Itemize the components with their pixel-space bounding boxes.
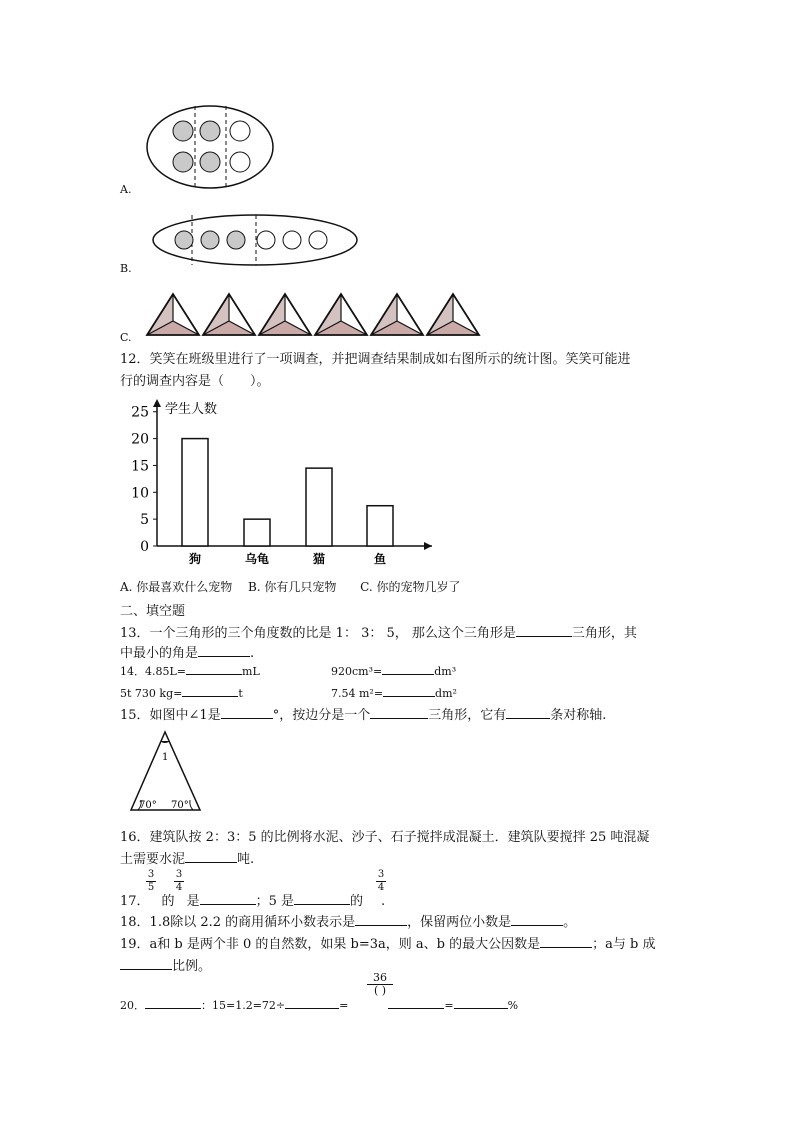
answer-blank[interactable] (454, 996, 508, 1009)
q14-text: 7.54 m²= (331, 687, 384, 700)
shaded-circle (175, 231, 193, 249)
answer-blank[interactable] (511, 913, 563, 926)
category-label: 乌龟 (244, 552, 270, 566)
numerator: 3 (377, 869, 385, 880)
q15-text: 条对称轴. (550, 708, 607, 723)
question-14-row2 (120, 684, 243, 700)
category-label: 鱼 (373, 552, 387, 566)
option-b[interactable]: B. 你有几只宠物 (247, 580, 337, 594)
q18-text: ，保留两位小数是 (407, 915, 512, 930)
option-c-figure (145, 291, 485, 339)
bar (244, 519, 270, 546)
q14-text: 5t 730 kg= (120, 687, 183, 700)
option-a-figure (145, 104, 275, 190)
question-13-line1 (120, 622, 637, 641)
answer-blank[interactable] (355, 913, 407, 926)
q18-text: 。 (563, 915, 577, 930)
question-20 (120, 996, 518, 1013)
right-angle-label: 70° (171, 800, 189, 811)
triangle-shape (259, 294, 311, 335)
q17-text: 17． (120, 894, 150, 909)
empty-circle (230, 152, 250, 172)
denominator: 5 (147, 882, 155, 893)
q17-text: 的 (161, 894, 175, 909)
answer-blank[interactable] (185, 850, 237, 863)
angle-arc (161, 741, 169, 743)
y-tick-label: 15 (131, 458, 149, 475)
y-tick-label: 0 (140, 539, 149, 555)
answer-blank[interactable] (516, 624, 572, 637)
triangle-shape (371, 294, 423, 335)
answer-blank[interactable] (388, 996, 444, 1009)
q14-text: 920cm³= (331, 665, 383, 678)
q17-text: 是 (186, 894, 200, 909)
q15-text: °，按边分是一个 (272, 708, 371, 723)
answer-blank[interactable] (294, 892, 350, 905)
q14-unit: mL (242, 665, 260, 678)
isosceles-triangle-figure (128, 728, 208, 814)
option-b-label: B. (120, 262, 132, 275)
option-c-label: C. (120, 331, 132, 344)
empty-circle (257, 231, 275, 249)
numerator: 36 (367, 972, 393, 985)
question-16-line2 (120, 848, 254, 867)
y-tick-label: 25 (131, 404, 149, 421)
q20-text: ：15=1.2=72÷ (201, 999, 286, 1012)
bar-chart (120, 393, 440, 573)
q14-unit: dm² (435, 687, 457, 700)
question-12-line2: 行的调查内容是（ ）。 (120, 374, 270, 389)
q20-text: = (339, 999, 349, 1012)
empty-circle (309, 231, 327, 249)
q14-text: 14．4.85L= (120, 665, 187, 678)
triangle-shape (315, 294, 367, 335)
answer-blank[interactable] (200, 892, 256, 905)
denominator[interactable]: ( ) (373, 984, 387, 997)
option-a-label: A. (120, 183, 132, 196)
y-tick-label: 10 (131, 485, 149, 502)
question-17 (120, 890, 385, 909)
shaded-circle (173, 121, 193, 141)
empty-circle (283, 231, 301, 249)
bar (182, 439, 208, 546)
answer-blank[interactable] (145, 996, 201, 1009)
answer-blank[interactable] (382, 662, 434, 675)
question-15 (120, 704, 606, 723)
option-b-figure (150, 212, 360, 268)
q18-text: 18．1.8除以 2.2 的商用循环小数表示是 (120, 915, 356, 930)
q17-text: 的 (349, 894, 363, 909)
q19-text: ；a与 b 成 (592, 937, 656, 952)
q15-text: 三角形，它有 (428, 708, 507, 723)
question-19-line2 (120, 955, 211, 974)
answer-blank[interactable] (198, 644, 250, 657)
triangle-shape (427, 294, 479, 335)
category-label: 猫 (312, 552, 326, 566)
left-angle-label: 70° (139, 800, 157, 811)
q15-text: 15．如图中∠1是 (120, 708, 221, 723)
question-19-line1 (120, 933, 655, 952)
q14-unit: t (238, 687, 243, 700)
q14-unit: dm³ (434, 665, 457, 678)
question-13-text: 中最小的角是 (120, 646, 199, 661)
q19-text: 19．a和 b 是两个非 0 的自然数，如果 b=3a，则 a、b 的最大公因数是 (120, 937, 541, 952)
q17-text: ；5 是 (255, 894, 294, 909)
triangle-shape (203, 294, 255, 335)
shaded-circle (173, 152, 193, 172)
question-18 (120, 911, 576, 930)
question-12-line1: 12．笑笑在班级里进行了一项调查，并把调查结果制成如右图所示的统计图。笑笑可能进 (120, 352, 631, 367)
answer-blank[interactable] (540, 935, 592, 948)
answer-blank[interactable] (186, 662, 242, 675)
denominator: 4 (377, 882, 385, 893)
triangle-shape (147, 294, 199, 335)
question-14-row2b (331, 684, 457, 700)
question-13-text: 三角形，其 (571, 626, 637, 641)
answer-blank[interactable] (506, 706, 550, 719)
question-12-options (120, 578, 460, 595)
q16-text: 土需要水泥 (120, 852, 186, 867)
category-label: 狗 (188, 552, 202, 566)
angle-arc (190, 800, 193, 810)
answer-blank[interactable] (383, 684, 435, 697)
question-14-row1 (120, 662, 260, 679)
q20-text: = (444, 999, 454, 1012)
answer-blank[interactable] (182, 684, 238, 697)
q16-text: 吨. (237, 852, 255, 867)
q19-text: 比例。 (172, 959, 212, 974)
q17-text: . (381, 894, 386, 909)
y-axis-label: 学生人数 (165, 402, 218, 417)
question-13-line2 (120, 642, 254, 661)
triangle-outline (131, 732, 200, 810)
section-heading: 二、填空题 (120, 604, 186, 619)
question-13-text: 13．一个三角形的三个角度数的比是 1： 3： 5， 那么这个三角形是 (120, 626, 516, 641)
y-tick-label: 5 (140, 512, 149, 529)
oval (147, 106, 273, 188)
q20-text: 20． (120, 999, 145, 1012)
shaded-circle (227, 231, 245, 249)
numerator: 3 (147, 869, 155, 880)
shaded-circle (201, 231, 219, 249)
answer-blank[interactable] (120, 957, 172, 970)
y-tick-label: 20 (131, 431, 149, 448)
option-a[interactable]: A. 你最喜欢什么宠物 (120, 580, 233, 594)
angle-1-label: 1 (162, 752, 169, 763)
shaded-circle (200, 121, 220, 141)
x-axis-arrow (424, 542, 432, 550)
fraction-36-blank (367, 972, 393, 997)
option-c[interactable]: C. 你的宠物几岁了 (360, 580, 461, 594)
bar (306, 468, 332, 546)
answer-blank[interactable] (370, 706, 428, 719)
y-axis-arrow (153, 399, 161, 407)
bar (367, 506, 393, 546)
answer-blank[interactable] (285, 996, 339, 1009)
question-14-row1b (331, 662, 456, 678)
q20-text: % (507, 999, 519, 1012)
question-16-line1: 16．建筑队按 2：3：5 的比例将水泥、沙子、石子搅拌成混凝土．建筑队要搅拌 25 吨混凝 (120, 830, 650, 845)
question-13-text: . (250, 646, 255, 661)
numerator: 3 (175, 869, 183, 880)
shaded-circle (200, 152, 220, 172)
denominator: 4 (175, 882, 183, 893)
empty-circle (230, 121, 250, 141)
answer-blank[interactable] (221, 706, 273, 719)
